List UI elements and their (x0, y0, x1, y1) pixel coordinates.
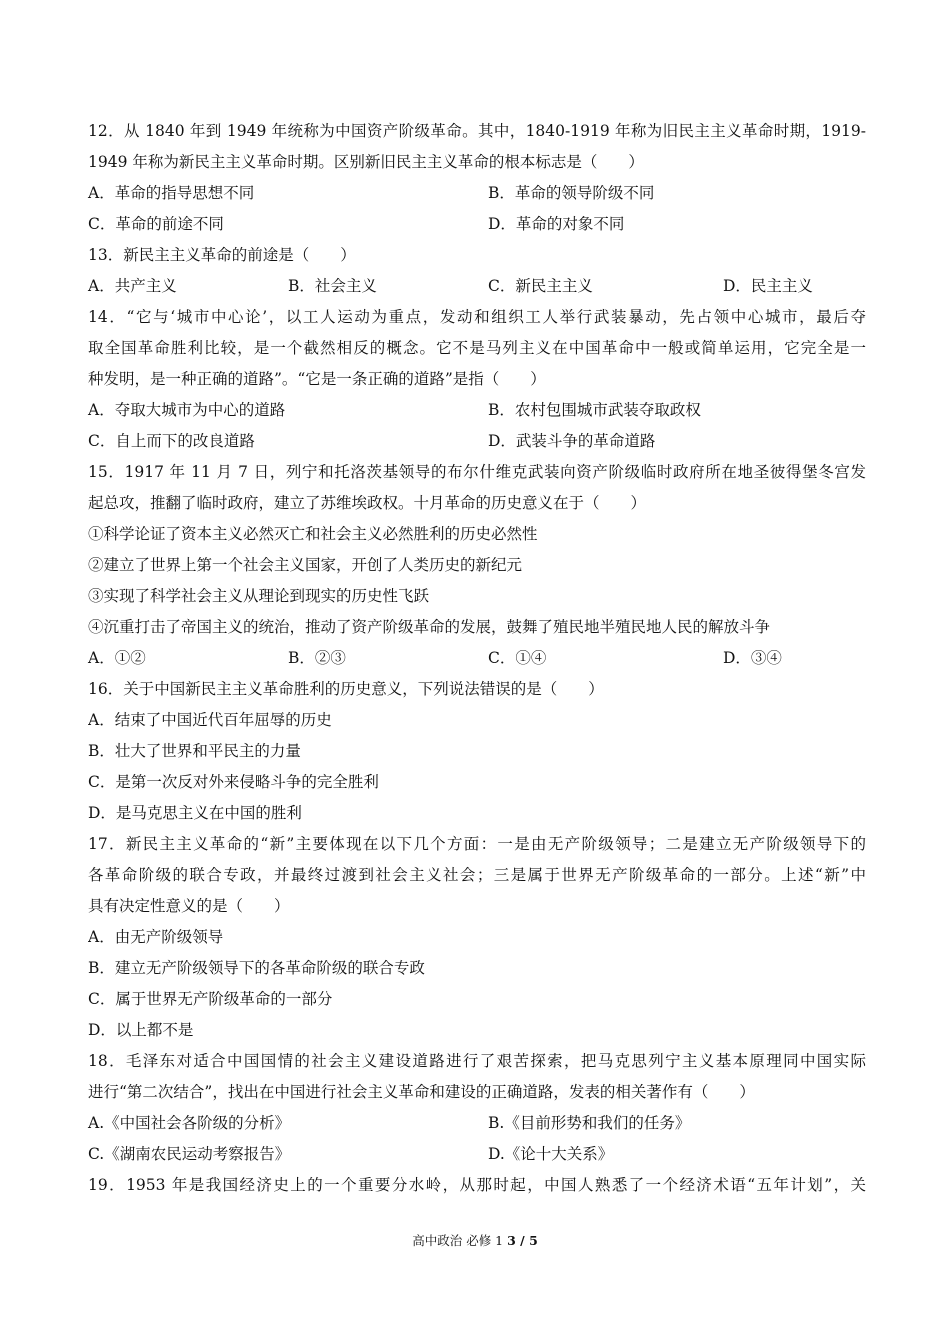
q18-option-c: C.《湖南农民运动考察报告》 (88, 1145, 291, 1163)
q14-line-1: 14．“它与‘城市中心论’，以工人运动为重点，发动和组织工人举行武装暴动，先占领中心城市，最后夺 (88, 308, 866, 326)
q12-options-row-2 (88, 209, 866, 240)
q18-line-2: 进行“第二次结合”，找出在中国进行社会主义革命和建设的正确道路，发表的相关著作有（ ） (88, 1083, 755, 1101)
q18-options-row-2 (88, 1139, 866, 1170)
q17-line-2: 各革命阶级的联合专政，并最终过渡到社会主义社会；三是属于世界无产阶级革命的一部分。上述“新”中 (88, 866, 866, 884)
q12-option-c: C．革命的前途不同 (88, 215, 224, 233)
q15-option-c: C．①④ (488, 649, 547, 667)
q14-options-row-1 (88, 395, 866, 426)
q14-option-d: D．武装斗争的革命道路 (488, 432, 656, 450)
q15-statement-2: ②建立了世界上第一个社会主义国家，开创了人类历史的新纪元 (88, 556, 523, 574)
q14-line-2: 取全国革命胜利比较，是一个截然相反的概念。它不是马列主义在中国革命中一般或简单运用，它完全是一 (88, 339, 866, 357)
q15-statement-3: ③实现了科学社会主义从理论到现实的历史性飞跃 (88, 587, 430, 605)
q16-option-c: C．是第一次反对外来侵略斗争的完全胜利 (88, 773, 379, 791)
q15-statement-1: ①科学论证了资本主义必然灭亡和社会主义必然胜利的历史必然性 (88, 525, 538, 543)
page-footer (0, 1231, 950, 1249)
q16-option-b: B．壮大了世界和平民主的力量 (88, 742, 301, 760)
q14-options-row-2 (88, 426, 866, 457)
q18-line-1: 18．毛泽东对适合中国国情的社会主义建设道路进行了艰苦探索，把马克思列宁主义基本原理同中国实际 (88, 1052, 866, 1070)
q14-option-a: A．夺取大城市为中心的道路 (88, 401, 286, 419)
q16-option-a: A．结束了中国近代百年屈辱的历史 (88, 711, 332, 729)
q13-line-1: 13．新民主主义革命的前途是（ ） (88, 246, 356, 264)
q17-option-b: B．建立无产阶级领导下的各革命阶级的联合专政 (88, 959, 425, 977)
q14-option-b: B．农村包围城市武装夺取政权 (488, 401, 701, 419)
q13-option-d: D．民主主义 (723, 277, 813, 295)
q15-line-2: 起总攻，推翻了临时政府，建立了苏维埃政权。十月革命的历史意义在于（ ） (88, 494, 647, 512)
q15-option-d: D．③④ (723, 649, 782, 667)
q13-option-c: C．新民主主义 (488, 277, 593, 295)
question-list (88, 116, 866, 1201)
q12-option-d: D．革命的对象不同 (488, 215, 625, 233)
q14-line-3: 种发明，是一种正确的道路”。“它是一条正确的道路”是指（ ） (88, 370, 546, 388)
q19-line-1: 19．1953 年是我国经济史上的一个重要分水岭，从那时起，中国人熟悉了一个经济术语“五年计划”，关 (88, 1176, 866, 1194)
q17-option-c: C．属于世界无产阶级革命的一部分 (88, 990, 333, 1008)
q17-option-d: D．以上都不是 (88, 1021, 194, 1039)
q15-line-1: 15．1917 年 11 月 7 日，列宁和托洛茨基领导的布尔什维克武装向资产阶级临时政府所在地圣彼得堡冬宫发 (88, 463, 866, 481)
q15-option-a: A．①② (88, 649, 146, 667)
q13-options-row (88, 271, 866, 302)
q16-option-d: D．是马克思主义在中国的胜利 (88, 804, 302, 822)
footer-page-number: 3 / 5 (507, 1233, 538, 1248)
q12-option-a: A．革命的指导思想不同 (88, 184, 255, 202)
q17-line-1: 17．新民主主义革命的“新”主要体现在以下几个方面：一是由无产阶级领导；二是建立无产阶级领导下的 (88, 835, 866, 853)
q12-option-b: B．革命的领导阶级不同 (488, 184, 655, 202)
q15-options-row (88, 643, 866, 674)
q18-options-row-1 (88, 1108, 866, 1139)
q18-option-d: D.《论十大关系》 (488, 1145, 614, 1163)
q13-option-a: A．共产主义 (88, 277, 177, 295)
q18-option-a: A.《中国社会各阶级的分析》 (88, 1114, 291, 1132)
q12-options-row-1 (88, 178, 866, 209)
q18-option-b: B.《目前形势和我们的任务》 (488, 1114, 691, 1132)
q15-option-b: B．②③ (288, 649, 346, 667)
q16-line-1: 16．关于中国新民主主义革命胜利的历史意义，下列说法错误的是（ ） (88, 680, 604, 698)
q12-line-2: 1949 年称为新民主主义革命时期。区别新旧民主主义革命的根本标志是（ ） (88, 153, 644, 171)
q12-line-1: 12．从 1840 年到 1949 年统称为中国资产阶级革命。其中，1840-1919 年称为旧民主主义革命时期，1919- (88, 122, 866, 140)
q17-line-3: 具有决定性意义的是（ ） (88, 897, 290, 915)
q13-option-b: B．社会主义 (288, 277, 377, 295)
q17-option-a: A．由无产阶级领导 (88, 928, 224, 946)
q15-statement-4: ④沉重打击了帝国主义的统治，推动了资产阶级革命的发展，鼓舞了殖民地半殖民地人民的解放斗争 (88, 618, 771, 636)
footer-subject: 高中政治 必修 1 (412, 1233, 504, 1248)
q14-option-c: C．自上而下的改良道路 (88, 432, 255, 450)
